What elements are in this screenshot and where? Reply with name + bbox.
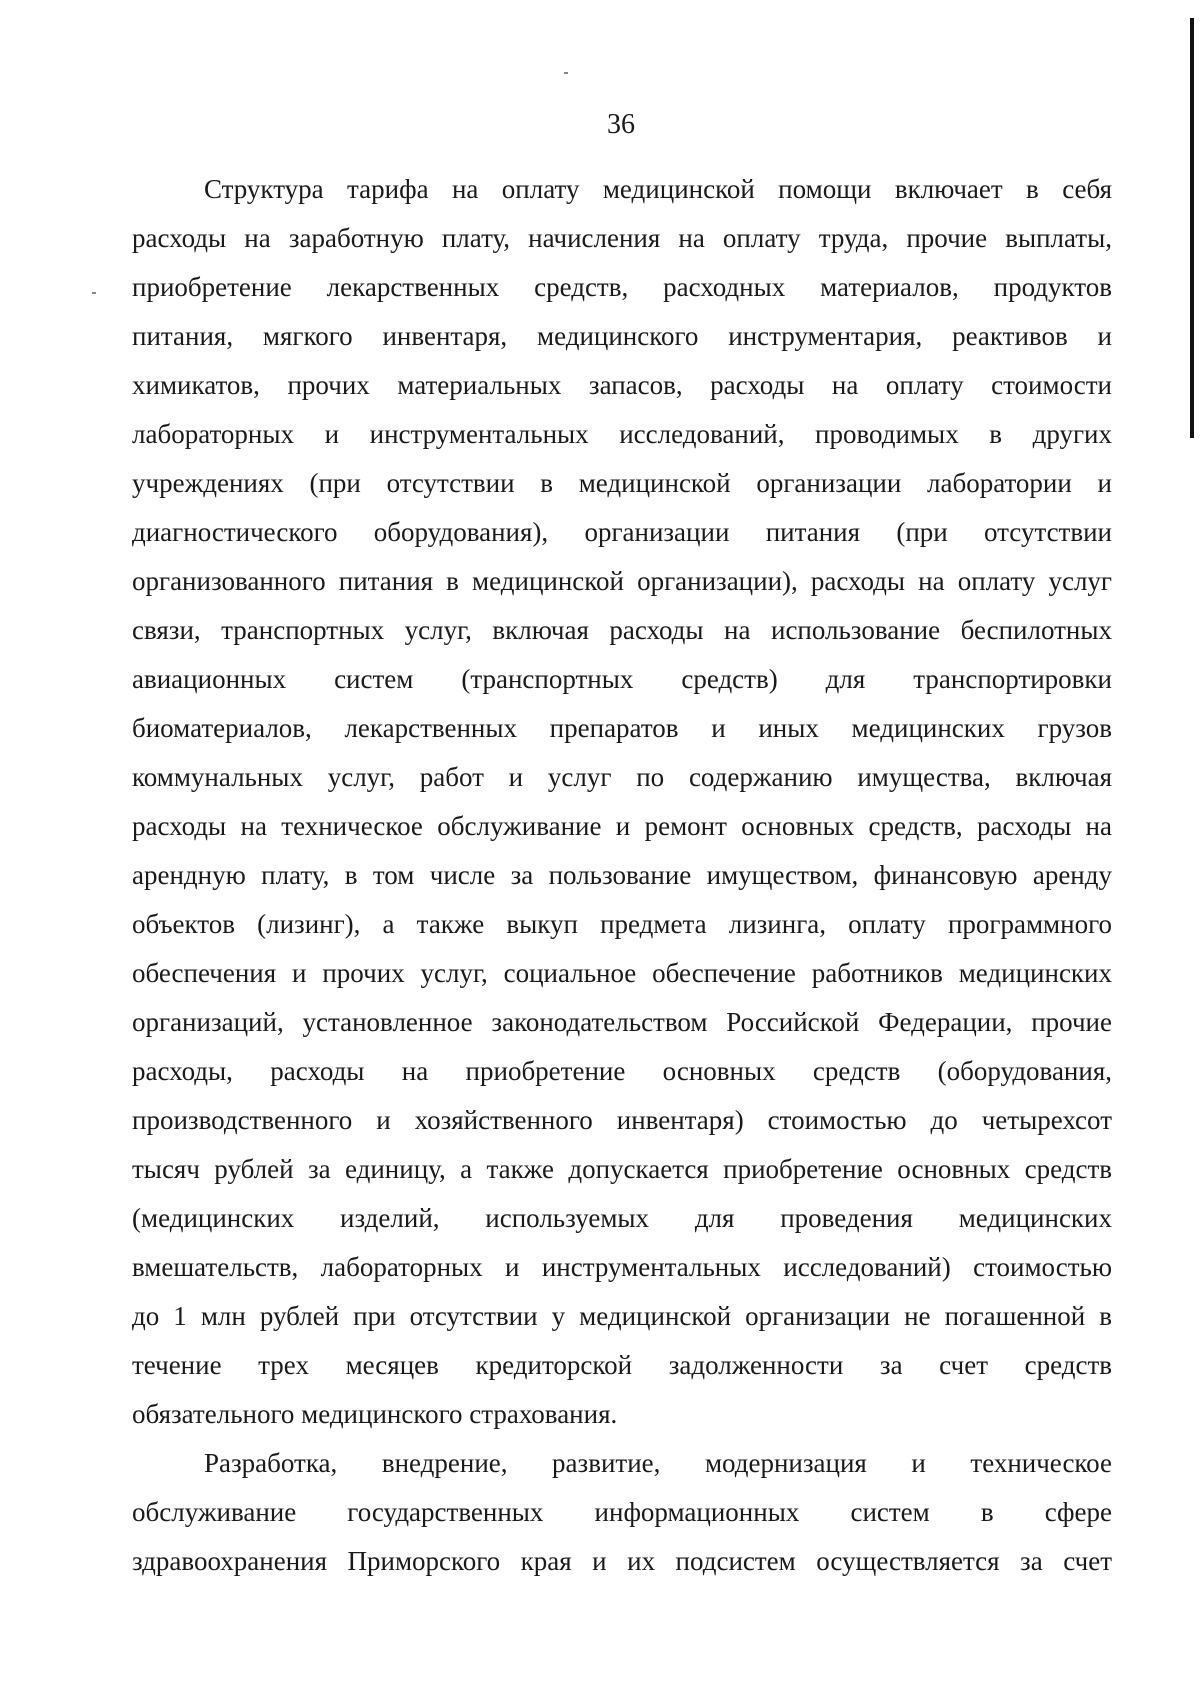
text-line: Разработка, внедрение, развитие, модернизация и техническое <box>204 1448 1112 1478</box>
text-line: расходы на заработную плату, начисления на оплату труда, прочие выплаты, <box>132 223 1112 253</box>
text-line: обязательного медицинского страхования. <box>132 1399 618 1429</box>
text-line: (медицинских изделий, используемых для проведения медицинских <box>132 1203 1112 1233</box>
text-line: арендную плату, в том числе за пользование имуществом, финансовую аренду <box>132 860 1112 890</box>
body-text <box>132 165 1112 1586</box>
text-line: обслуживание государственных информационных систем в сфере <box>132 1497 1112 1527</box>
text-line: расходы, расходы на приобретение основных средств (оборудования, <box>132 1056 1112 1086</box>
text-line: производственного и хозяйственного инвентаря) стоимостью до четырехсот <box>132 1105 1112 1135</box>
text-line: вмешательств, лабораторных и инструментальных исследований) стоимостью <box>132 1252 1112 1282</box>
paragraph-2 <box>132 1439 1112 1586</box>
paragraph-1 <box>132 165 1112 1439</box>
text-line: лабораторных и инструментальных исследований, проводимых в других <box>132 419 1112 449</box>
text-line: приобретение лекарственных средств, расходных материалов, продуктов <box>132 272 1112 302</box>
text-line: биоматериалов, лекарственных препаратов и иных медицинских грузов <box>132 713 1112 743</box>
text-line: питания, мягкого инвентаря, медицинского инструментария, реактивов и <box>132 321 1112 351</box>
text-line: течение трех месяцев кредиторской задолженности за счет средств <box>132 1350 1112 1380</box>
text-line: объектов (лизинг), а также выкуп предмета лизинга, оплату программного <box>132 909 1112 939</box>
scan-speck <box>92 292 96 294</box>
text-line: Структура тарифа на оплату медицинской помощи включает в себя <box>204 174 1112 204</box>
text-line: обеспечения и прочих услуг, социальное обеспечение работников медицинских <box>132 958 1112 988</box>
text-line: организованного питания в медицинской организации), расходы на оплату услуг <box>132 566 1112 596</box>
text-line: связи, транспортных услуг, включая расходы на использование беспилотных <box>132 615 1112 645</box>
text-line: расходы на техническое обслуживание и ремонт основных средств, расходы на <box>132 811 1112 841</box>
text-line: здравоохранения Приморского края и их подсистем осуществляется за счет <box>132 1546 1112 1576</box>
text-line: организаций, установленное законодательством Российской Федерации, прочие <box>132 1007 1112 1037</box>
text-line: учреждениях (при отсутствии в медицинской организации лаборатории и <box>132 468 1112 498</box>
text-line: химикатов, прочих материальных запасов, расходы на оплату стоимости <box>132 370 1112 400</box>
text-line: авиационных систем (транспортных средств) для транспортировки <box>132 664 1112 694</box>
scan-edge-mark <box>1190 18 1194 438</box>
text-line: коммунальных услуг, работ и услуг по содержанию имущества, включая <box>132 762 1112 792</box>
text-line: до 1 млн рублей при отсутствии у медицинской организации не погашенной в <box>132 1301 1112 1331</box>
text-line: тысяч рублей за единицу, а также допускается приобретение основных средств <box>132 1154 1112 1184</box>
scan-speck <box>564 72 568 74</box>
page-number: 36 <box>607 109 635 140</box>
text-line: диагностического оборудования), организации питания (при отсутствии <box>132 517 1112 547</box>
